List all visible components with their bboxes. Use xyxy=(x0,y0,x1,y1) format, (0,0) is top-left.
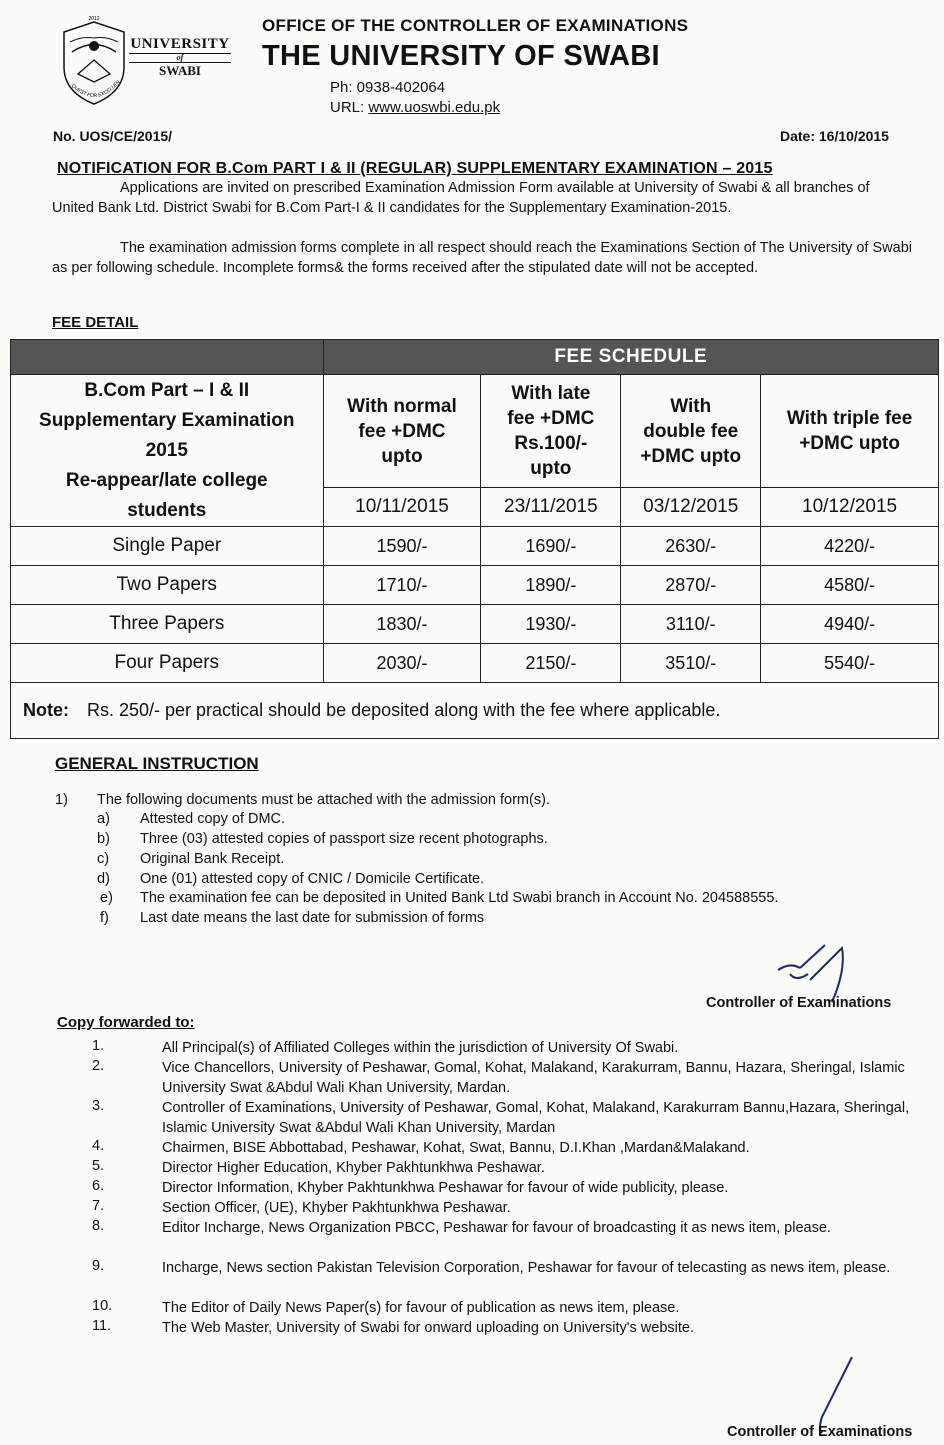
copy-item-text: Editor Incharge, News Organization PBCC, Peshawar for favour of broadcasting it as news item, please. xyxy=(162,1220,831,1236)
header-line: With xyxy=(670,395,712,417)
logo-of: of xyxy=(129,53,231,63)
row-label: Single Paper xyxy=(11,527,324,566)
sub-item-letter: a) xyxy=(97,811,110,827)
fee-schedule-heading: FEE SCHEDULE xyxy=(323,340,938,375)
header-line: upto xyxy=(530,458,572,479)
header-line: With late xyxy=(511,383,591,404)
copy-item-number: 5. xyxy=(92,1158,105,1174)
sub-item-letter: c) xyxy=(97,851,110,867)
header-line: fee +DMC xyxy=(507,408,595,429)
copy-item-text: Chairmen, BISE Abbottabad, Peshawar, Kohat, Swat, Bannu, D.I.Khan ,Mardan&Malakand. xyxy=(162,1140,750,1156)
table-row xyxy=(11,527,939,566)
university-title: THE UNIVERSITY OF SWABI xyxy=(262,40,660,72)
triple-fee-date: 10/12/2015 xyxy=(761,488,939,527)
header-line: fee +DMC xyxy=(358,420,446,442)
notification-date: Date: 16/10/2015 xyxy=(780,128,889,144)
notification-title: NOTIFICATION FOR B.Com PART I & II (REGULAR) SUPPLEMENTARY EXAMINATION – 2015 xyxy=(57,160,773,177)
instruction-number: 1) xyxy=(55,792,68,808)
logo-university: UNIVERSITY xyxy=(130,36,230,52)
copy-item-text: The Editor of Daily News Paper(s) for favour of publication as news item, please. xyxy=(162,1300,680,1316)
header-line: 2015 xyxy=(145,439,188,461)
practical-fee-note xyxy=(11,683,939,739)
fee-schedule-table xyxy=(10,339,939,739)
schedule-text: The examination admission forms complete in all respect should reach the Examinations Section of The University of Swabi as per following schedule. Incomplete forms& the forms received after the stipulated date will not be accepted. xyxy=(52,240,912,276)
logo-motto: QUEST FOR EXCELLEN xyxy=(70,79,122,100)
general-instruction-heading: GENERAL INSTRUCTION xyxy=(55,754,259,773)
university-logo xyxy=(58,12,130,107)
intro-paragraph xyxy=(52,178,912,218)
note-label: Note: xyxy=(23,700,69,720)
copy-item-text: Director Information, Khyber Pakhtunkhwa Peshawar for favour of wide publicity, please. xyxy=(162,1180,729,1196)
row-label: Four Papers xyxy=(11,644,324,683)
sub-item-letter: d) xyxy=(97,871,110,887)
table-row xyxy=(11,605,939,644)
fee-value: 2870/- xyxy=(621,566,761,605)
sub-item-text: Three (03) attested copies of passport size recent photographs. xyxy=(140,831,548,847)
copy-item-number: 1. xyxy=(92,1038,105,1054)
double-fee-header xyxy=(621,375,761,488)
copy-item-text: Section Officer, (UE), Khyber Pakhtunkhwa Peshawar. xyxy=(162,1200,511,1216)
copy-item-number: 11. xyxy=(92,1318,112,1334)
double-fee-date: 03/12/2015 xyxy=(621,488,761,527)
copy-item-text: Controller of Examinations, University of Peshawar, Gomal, Kohat, Malakand, Karakurram Bannu,Hazara, Sheringal, Islamic University Swat &Abdul Wali Khan University, Mardan xyxy=(162,1100,910,1136)
sub-item-letter: e) xyxy=(100,890,113,906)
row-label: Three Papers xyxy=(11,605,324,644)
copy-item-text: All Principal(s) of Affiliated Colleges within the jurisdiction of University Of Swabi. xyxy=(162,1040,679,1056)
fee-value: 1930/- xyxy=(481,605,621,644)
fee-value: 2030/- xyxy=(323,644,481,683)
header-line: double fee xyxy=(643,420,739,442)
candidate-category-header xyxy=(11,375,324,527)
fee-value: 4580/- xyxy=(761,566,939,605)
header-line: With triple fee xyxy=(786,408,913,429)
logo-wordmark xyxy=(125,36,235,79)
copy-item-number: 7. xyxy=(92,1198,105,1214)
copy-item-number: 2. xyxy=(92,1058,105,1074)
header-line: students xyxy=(127,499,207,521)
fee-value: 2150/- xyxy=(481,644,621,683)
copy-forwarded-heading: Copy forwarded to: xyxy=(57,1014,195,1031)
late-fee-header xyxy=(481,375,621,488)
sub-item-letter: f) xyxy=(100,910,109,926)
controller-signature-2: Controller of Examinations xyxy=(727,1424,913,1440)
schedule-paragraph xyxy=(52,238,917,278)
normal-fee-date: 10/11/2015 xyxy=(323,488,481,527)
header-line: upto xyxy=(381,445,423,467)
sub-item-letter: b) xyxy=(97,831,110,847)
copy-item-number: 8. xyxy=(92,1218,105,1234)
copy-item-number: 3. xyxy=(92,1098,105,1114)
fee-value: 2630/- xyxy=(621,527,761,566)
header-line: B.Com Part – I & II xyxy=(84,379,250,401)
fee-value: 4940/- xyxy=(761,605,939,644)
copy-item-number: 10. xyxy=(92,1298,113,1314)
phone-number: Ph: 0938-402064 xyxy=(330,79,446,96)
fee-value: 4220/- xyxy=(761,527,939,566)
signature-mark xyxy=(810,1355,860,1435)
svg-text:QUEST FOR EXCELLENCE xyxy=(58,12,122,99)
table-row xyxy=(11,644,939,683)
sub-item-text: The examination fee can be deposited in United Bank Ltd Swabi branch in Account No. 204588555. xyxy=(140,890,779,906)
header-line: +DMC upto xyxy=(640,445,742,467)
fee-value: 1890/- xyxy=(481,566,621,605)
sub-item-text: Original Bank Receipt. xyxy=(140,851,285,867)
table-band-left xyxy=(11,340,324,375)
late-fee-date: 23/11/2015 xyxy=(481,488,621,527)
header-line: Re-appear/late college xyxy=(65,469,268,491)
fee-value: 1710/- xyxy=(323,566,481,605)
fee-value: 1830/- xyxy=(323,605,481,644)
website-line xyxy=(330,99,500,116)
header-line: Supplementary Examination xyxy=(39,409,295,431)
fee-value: 1690/- xyxy=(481,527,621,566)
copy-item-number: 9. xyxy=(92,1258,105,1274)
copy-item-number: 6. xyxy=(92,1178,105,1194)
header-line: With normal xyxy=(347,395,457,417)
copy-item-number: 4. xyxy=(92,1138,105,1154)
copy-item-text: The Web Master, University of Swabi for onward uploading on University's website. xyxy=(162,1320,694,1336)
url-label: URL: xyxy=(330,99,369,116)
row-label: Two Papers xyxy=(11,566,324,605)
logo-swabi: SWABI xyxy=(159,63,201,78)
fee-value: 1590/- xyxy=(323,527,481,566)
fee-value: 5540/- xyxy=(761,644,939,683)
sub-item-text: One (01) attested copy of CNIC / Domicile Certificate. xyxy=(140,871,485,887)
fee-detail-heading: FEE DETAIL xyxy=(52,314,139,331)
website-link[interactable]: www.uoswbi.edu.pk xyxy=(368,99,501,116)
controller-signature-1: Controller of Examinations xyxy=(706,995,892,1011)
note-text: Rs. 250/- per practical should be deposited along with the fee where applicable. xyxy=(87,700,721,720)
sub-item-text: Last date means the last date for submission of forms xyxy=(140,910,485,926)
fee-value: 3110/- xyxy=(621,605,761,644)
office-title: OFFICE OF THE CONTROLLER OF EXAMINATIONS xyxy=(262,16,689,35)
table-row xyxy=(11,566,939,605)
header-line: Rs.100/- xyxy=(514,433,588,454)
fee-value: 3510/- xyxy=(621,644,761,683)
normal-fee-header xyxy=(323,375,481,488)
copy-item-text: Vice Chancellors, University of Peshawar, Gomal, Kohat, Malakand, Karakurram, Bannu, Hazara, Sheringal, Islamic University Swat &Abdul Wali Khan University, Mardan. xyxy=(162,1060,905,1096)
instruction-text: The following documents must be attached with the admission form(s). xyxy=(97,792,550,808)
triple-fee-header xyxy=(761,375,939,488)
reference-number: No. UOS/CE/2015/ xyxy=(53,128,173,144)
copy-item-text: Director Higher Education, Khyber Pakhtunkhwa Peshawar. xyxy=(162,1160,545,1176)
copy-item-text: Incharge, News section Pakistan Television Corporation, Peshawar for favour of telecasting as news item, please. xyxy=(162,1260,891,1276)
header-line: +DMC upto xyxy=(799,433,900,454)
logo-year: 2012 xyxy=(88,16,100,22)
intro-text: Applications are invited on prescribed Examination Admission Form available at University of Swabi & all branches of United Bank Ltd. District Swabi for B.Com Part-I & II candidates for the Supplementary Examination-2015. xyxy=(52,180,870,216)
sub-item-text: Attested copy of DMC. xyxy=(140,811,286,827)
